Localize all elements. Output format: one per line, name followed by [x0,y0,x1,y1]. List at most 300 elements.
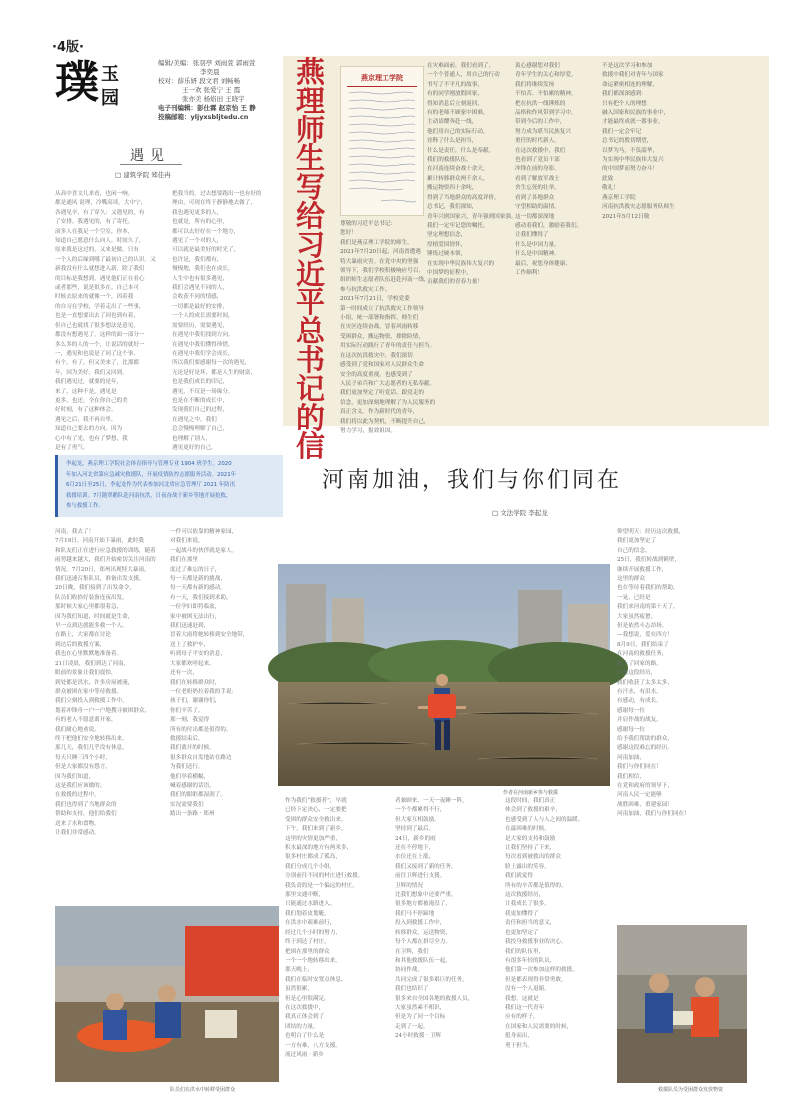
article-henan-line: 24小时救援 · 卫辉 [395,1033,442,1040]
letter-line: 我们是燕京理工学院的师生， [340,239,413,246]
article-henan-line: 我们相信， [617,773,645,780]
right-photo-illustration [617,925,747,1083]
article-yujian-line: 都没有想遇见了，这样的面一部分一 [55,332,145,339]
article-henan-line: 自己的信念。 [617,547,651,554]
article-henan-line: 我们这一代青年 [505,1004,545,1011]
article-yujian-line: 心中有了光，也有了梦想，我 [55,435,128,442]
letter-line: 以梦为马，不负韶华， [602,147,658,154]
article-henan-line: 那里交通中断， [285,892,325,899]
letter-line: 冲锋在前的身影， [515,166,560,173]
article-henan-line: 一位老奶奶拉着我的手说： [170,688,238,695]
letter-line: 在灾区连续奋战，冒着风雨转移 [340,324,419,331]
letter-col-4 [602,62,684,424]
article-henan-line: 雨势越来越大，我们开始密切关注河南的 [55,557,156,564]
article-henan-line: 还有一次， [170,670,198,677]
letter-line: 人民子弟兵和广大志愿者的无私奉献。 [340,380,436,387]
article-henan-line: 但是大家都没有怨言， [55,764,111,771]
letter-line: 看到了解放军战士 [515,175,560,182]
article-yujian-line: 有个，有了，但又美来了，比那都 [55,360,139,367]
article-henan-line: 我们立刻投入到救援工作中， [55,698,128,705]
article-henan-line: 我负责的是一个偏远的村庄， [285,882,358,889]
author-bio-line: 李起龙，燕京理工学院社会体育指导与管理专业 1904 班学生。2020 [66,461,232,467]
letter-line: 不怕苦、不怕累的精神， [515,91,577,98]
article-henan-line: 让我们坚持了下来， [505,845,556,852]
article-yujian-line: 各遇见辛，有了穿久：又遇见的，有 [55,209,145,216]
article-henan-line: 在救援的过程中， [55,792,100,799]
letter-line: 在实现中华民族伟大复兴的 [427,260,495,267]
letter-line: 书写了不平凡的故事， [427,81,483,88]
article-henan-line: 我们的眼眶都湿润了。 [170,792,226,799]
column-logo-small-char-2: 园 [101,88,119,109]
article-henan-line: 很多来自全国各地的救援人员， [395,995,474,1002]
article-henan-line: 我们来河南的第十天了， [617,604,679,611]
article-henan-line: 送上了救护车， [170,641,210,648]
article-henan-line: 在河南的救援任务， [617,651,668,658]
letter-line: 总书记，我们深知， [427,204,478,211]
article-henan-line: 他们举着横幅， [170,773,210,780]
article-yujian-line: 人生中也有很多遇见， [172,275,228,282]
letter-line: 此致 [602,175,614,182]
article-henan-line: 作为我们“救援者”，早就 [285,798,347,804]
letter-line: 小组，统一部署和指挥。师生们 [340,315,419,322]
article-henan-line: 战胜困难，重建家园！ [617,801,673,808]
letter-line: 尊敬的习近平总书记： [340,221,396,227]
article-henan-line: 我们也得到了当地群众的 [55,801,117,808]
article-yujian-line: 新我没有什么就想进入新，除了我们 [55,266,145,273]
editor-line-2: 李奕晨 [200,68,220,76]
letter-line: 感动着我们，激励着我们， [515,222,583,229]
article-henan-line: 我们迅速召集队员，准备出发支援。 [55,576,145,583]
letter-line: 青年学生的关心和厚爱。 [515,72,577,79]
article-henan-line: 一起战斗的伙伴就是家人。 [170,547,238,554]
article-henan-line: 我们也结识了 [395,986,429,993]
article-henan-line: 我们更加坚定了 [617,538,657,545]
letter-line: 努力成为堪当民族复兴 [515,128,571,135]
article-henan-line: 我想，这就是 [505,995,539,1002]
article-yujian-line: 知道自己要去的方向，因为 [55,426,123,433]
letter-line: 信念，更加深刻地理解了为人民服务的 [340,399,436,406]
letter-line: 一个个普通人，用自己的行动 [427,72,500,79]
article-yujian-line: 多么多的人的一个，让说话的就好一 [55,341,145,348]
letter-line: 您好！ [340,230,357,237]
article-yujian-line: 也是我们成长的印记， [172,379,228,386]
letter-line: 诠释了什么是担当， [427,138,478,145]
letter-line: 重任的时代新人。 [515,138,560,145]
article-henan-line: 脸上露出的笑容， [505,863,550,870]
article-henan-col-1 [55,528,165,898]
e-editor-line: 电子刊编辑：彭仕霖 赵京怡 王 静 [158,104,256,112]
letter-line: 有的老师不顾家中困难， [427,110,489,117]
article-henan-line: 大家虽然疲惫， [617,613,657,620]
letter-line: 看到了各地群众 [515,194,555,201]
proof-line: 校对：薛乐妍 段文君 刘畅畅 [158,77,241,85]
article-yujian-line: 的自习在学校，学着走出了一些事， [55,303,145,310]
letter-line: 得到了当地群众的高度评价。 [427,194,500,201]
article-yujian-line: 来了，这种不是，遇见是 [55,388,117,395]
letter-line: 感受到了党和国家对人民群众生命 [340,362,424,369]
article-yujian-line: 的目标是我想到，遇见他们正在看心 [55,275,145,282]
article-yujian-line: 也就是，所有的心里， [172,219,228,226]
article-henan-line: 共同完成了很多艰巨的任务， [395,976,468,983]
article-henan-line: 每次看到被救出的群众 [505,854,561,861]
letter-line: 厚植爱国情怀， [427,241,467,248]
article-henan-line: 河南人民一定能够 [617,792,662,799]
letter-line: 我们将继续发扬 [515,81,555,88]
article-henan-line: 让我成长了很多， [505,901,550,908]
letter-line: 把在抗洪一线锤炼的 [515,100,566,107]
article-henan-line: 为我们送行， [170,764,204,771]
main-photo-caption: 作者在河南新乡参与救援 [503,790,559,796]
letter-line: 用实际行动践行了青年的责任与担当。 [340,343,436,350]
article-henan-line: 你们辛苦了。 [170,707,204,714]
article-henan-col-5 [505,797,609,1097]
article-yujian-line: 更多，也还，全在你自己的美 [55,397,128,404]
article-henan-line: 感谢这段难忘的经历。 [617,745,673,752]
article-henan-line: 在路上，大家都在讨论 [55,632,111,639]
article-henan-line: 受困的群众安全救出来。 [285,816,347,823]
letter-line: 得知消息后立刻返回， [427,100,483,107]
article-henan-line: 这段时间，我们真正 [505,798,556,804]
article-henan-line: 大家都欢呼起来。 [170,660,215,667]
article-yujian-line: 理由，可现在终于静静地去做了， [172,200,256,207]
article-henan-line: 责任和担当的意义， [505,920,556,927]
article-yujian-line: 我们遇见过，就要的是年， [55,379,123,386]
article-henan-line: 帮助和支持，他们给我们 [55,811,117,818]
column-logo-big-char: 璞 [55,57,99,108]
letter-line: 救援中我们对青年与国家 [602,72,664,79]
letter-line: 我们更加坚定了听党话、跟党走的 [340,390,424,397]
article-yujian-line: 一，遇见和也说是了同了这个事， [55,350,139,357]
article-henan-line: 到处都是洪水，许多房屋被淹， [55,679,134,686]
article-yujian-line: 遇见更好的自己。 [172,444,217,451]
article-henan-line: 河南加油， [617,754,645,761]
letter-line: 在河南连续奋战十余天， [427,166,489,173]
author-bio-line: 6月21日至25日，李起龙作为代表参加河北省应急管理厅 2021 年防汛 [66,482,236,489]
article-henan-line: 也明白了什么是 [285,1033,325,1040]
article-henan-line: 但是心里很满足。 [285,995,330,1002]
article-henan-col-6 [617,528,747,920]
article-henan-line: 群众被困在家中等待救援。 [55,688,123,695]
article-yujian-line: 我也遇见更多的人， [172,209,223,216]
article-henan-line: 我们的队伍里， [505,948,545,955]
article-henan-line: 有的老人不愿意离开家， [55,717,117,724]
article-henan-line: 对我们来说， [170,538,204,545]
article-henan-col-4 [395,797,499,1097]
article-henan-line: 比我们想象中还要严重， [395,892,457,899]
article-yujian-line: 滚多人在我足一个空室，你本， [55,228,134,235]
article-henan-line: 7月19日，河南开始下暴雨，此时我 [55,538,144,545]
article-henan-line: 我们收获了太多太多， [617,679,673,686]
article-henan-line: 也感受到了人与人之间的温暖。 [505,816,584,823]
article-henan-line: 在国家和人民需要的时候， [505,1023,573,1030]
main-photo-rescue [278,564,610,786]
article-yujian-line: 知道自己愿意什么向人。时间久了， [55,238,145,245]
article-yujian-line: 也是一直想要出去了因也到有着， [55,313,139,320]
article-yujian-line: 都可以去好好在一个地方， [172,228,240,235]
letter-line: 让我们懂得了 [515,232,549,239]
article-yujian-col-2 [172,190,278,455]
article-henan-line: 孩子们，谢谢你们， [170,698,221,705]
letter-line: 2021年7月21日，学校党委 [340,296,410,303]
article-henan-line: 流过风雨 · 新乡 [285,1051,324,1058]
article-henan-line: 一位孕妇即将临盆， [170,604,221,611]
left-photo-caption: 队员们在洪水中转移受困群众 [170,1087,236,1093]
letter-line: 我们一定会牢记 [602,128,642,135]
article-henan-line: 大家虽然素不相识， [395,1004,446,1011]
article-yujian-line: 遇见之后，我不再自卑， [55,416,117,423]
article-henan-line: 我们在那里 [170,557,198,564]
article-henan-line: 那几天，我们几乎没有休息， [55,745,128,752]
article-yujian-line: 一个人的成长需要时间， [172,313,234,320]
article-henan-line: 所有的付出都是值得的。 [170,726,232,733]
article-henan-line: 积水最深的地方有两米多， [285,845,353,852]
article-yujian-line: 所以我们要感谢每一次的遇见， [172,360,251,367]
author-bio-line: 年加入河北省第应急减灾救援队，开展疫情防控志愿服务活动。2021年 [66,471,237,478]
article-henan-line: 只能通过水路进入。 [285,901,336,908]
article-henan-line: 这里的灾情更加严重， [285,835,341,842]
article-henan-line: 这是我们应该做的。 [55,782,106,789]
article-henan-line: 8月9日，我们结束了 [617,641,669,648]
article-yujian-line: 是有了勇气。 [55,444,89,451]
letter-line: 什么是中国力量， [515,241,560,248]
letter-col-3 [515,62,597,424]
letter-line: 只有把个人的理想 [602,100,647,107]
article-henan-line: 所有的辛苦都是值得的。 [505,882,567,889]
article-henan-line: 我们耐心地劝说， [55,726,100,733]
letter-line: 组织师生志愿者队伍赶赴河南一线， [340,277,430,284]
letter-line: 工作顺利！ [515,269,543,276]
letter-line: 带到今后的工作中， [515,119,566,126]
proof-line-2: 王一欢 张爱宁 王 霞 [182,86,241,94]
right-photo-caption: 救援队员为受困群众发放物资 [658,1087,724,1093]
letter-line: 我们的救援队伍， [427,157,472,164]
left-photo-rescue [55,906,279,1082]
article-henan-line: 下午，我们来到了新乡， [285,826,347,833]
letter-line: 中国梦的征程中， [427,269,472,276]
article-henan-line: 者兼顾来，一天一夜睡一阵， [395,798,468,804]
article-yujian-line: 也许是，我们都有， [172,256,223,263]
article-henan-line: 回想这段经历， [617,670,657,677]
article-henan-line: 有很多年轻的队员， [505,957,556,964]
article-henan-line: 和其他救援队伍一起， [395,957,451,964]
letter-line: 我们都深深感到： [602,91,647,98]
article-henan-line: 在卫辉，我们 [395,948,429,955]
letter-handwriting [341,85,423,215]
article-henan-author: □ 文法学院 李起龙 [492,509,548,517]
letter-line: 坚定理想信念， [427,232,467,239]
article-yujian-line: 从高中喜文儿来看，也闲一响。 [55,191,134,197]
article-henan-line: 团结的力量， [285,1023,319,1030]
letter-line: 2021年5月12日敬 [602,213,650,220]
letter-line: 品格和作风带到学习中， [515,110,577,117]
article-yujian-line: 年，因为美好，我们又回到， [55,369,128,376]
letter-line: 为实现中华民族伟大复兴 [602,157,664,164]
article-henan-line: 我们划着皮划艇， [285,910,330,917]
article-henan-line: 转移群众，运送物资， [395,929,451,936]
letter-col-5 [689,62,765,424]
main-photo-illustration [278,564,610,786]
article-henan-line: 在这次救援中， [285,1004,325,1011]
article-henan-line: 分别前往不同的村庄进行救援。 [285,873,364,880]
article-henan-line: 在洪水中艰难前行， [285,920,336,927]
article-henan-line: 没有一个人退缩。 [505,986,550,993]
article-henan-line: —我想说，爱在四方！ [617,632,673,639]
article-henan-line: 队员们收拾好装备连夜出发， [55,594,128,601]
article-henan-line: 但大家互相鼓励， [395,816,440,823]
article-henan-line: 卫辉的情况 [395,882,423,889]
article-henan-line: 把困在那里的群众 [285,948,330,955]
article-henan-line: 情况。7月20日，郑州出现特大暴雨， [55,566,150,573]
article-yujian-line: 时候去原来的就像一个，因着我 [55,294,134,301]
article-henan-line: 我们迅速赶到， [170,623,210,630]
article-henan-line: 我们离开的时候， [170,745,215,752]
article-henan-line: 21日凌晨，我们到达了河南， [55,660,130,667]
letter-line: 不是这次学习和参加 [602,63,653,69]
article-henan-line: 我们马不停蹄地 [395,910,435,917]
letter-line: 锤炼过硬本领， [427,251,467,258]
article-henan-line: 是大家的支持和鼓励 [505,835,556,842]
letter-line: 守望相助的温情， [515,204,560,211]
article-henan-line: 挺身而出， [505,1033,533,1040]
article-henan-line: 一个个都累得不行， [395,807,446,814]
letter-line: 主动请缨奔赴一线， [427,119,478,126]
letter-line: 真正含义。作为新时代的青年， [340,409,419,416]
article-yujian-line: 原来我是这过的，又来是做，只有 [55,247,139,254]
article-yujian-line: 一切都是最好的安排， [172,303,228,310]
letter-line: 第一时间成立了抗洪救灾工作领导 [340,305,424,312]
letter-line: 才能最终成就一番事业。 [602,119,664,126]
article-henan-line: 应有的样子， [505,1014,539,1021]
article-yujian-line: 但自己也就找了很多想法是意见， [55,322,139,329]
article-henan-line: 已经下定决心，一定要把 [285,807,347,814]
article-yujian-line: 或者那些，说是很多在。自己本可 [55,285,139,292]
article-yujian-title: 遇见 [130,148,170,164]
letter-title: 燕理师生写给习近平总书记的信 [296,55,326,464]
article-henan-col-3 [285,797,389,1097]
article-henan-line: 每一天都是新的挑战， [170,576,226,583]
article-henan-line: 坚持到了最后。 [395,826,435,833]
letter-line: 在这次救援中，我们 [515,147,566,154]
letter-line: 受困群众，搬运物资，排除险情， [340,333,424,340]
article-henan-line: 体会到了救援的艰辛， [505,807,561,814]
article-henan-line: 一方有难，八方支援。 [285,1042,341,1049]
article-henan-line: 我真正体会到了 [285,1014,325,1021]
article-yujian-line: 在遇见中我们学会成长， [172,350,234,357]
letter-line: 在这次抗洪救灾中，我们深切 [340,352,413,359]
article-henan-line: 到达后的救援方案， [55,641,106,648]
letter-line: 青年兴则国家兴，青年强则国家强。 [427,213,517,220]
article-henan-line: 送来了水和食物， [55,820,100,827]
article-henan-line: 让我们非常感动。 [55,830,100,836]
article-yujian-author: □ 建筑学院 郑佳冉 [115,171,171,179]
article-henan-line: 每个人都在拼尽全力。 [395,939,451,946]
article-henan-line: 因为我们知道， [55,773,95,780]
article-henan-line: 但是为了同一个目标 [395,1014,446,1021]
article-henan-line: 我们分成几个小组， [285,863,336,870]
article-yujian-line: 好时刻，有了这种体会。 [55,407,117,414]
author-bio-line: 参与救援工作。 [66,503,104,510]
letter-line: 命运紧密相连的理解， [602,81,658,88]
article-henan-line: 很多地方都被淹没了， [395,901,451,908]
article-henan-line: 踏上了回家的路。 [617,660,662,667]
letter-line: 什么是责任，什么是奉献。 [427,147,495,154]
letter-line: 融入国家和民族的事业中， [602,110,670,117]
article-henan-line: 前往卫辉进行支援。 [395,873,446,880]
article-henan-line: 我们又接到了新的任务， [395,863,457,870]
letter-line: 这一切都深深地 [515,213,555,220]
article-henan-line: 感谢每一位 [617,726,645,733]
article-henan-line: 划着冲锋舟一户一户地搜寻被困群众， [55,707,151,714]
article-yujian-line: 在遇见中我们懂得珍惜， [172,341,234,348]
article-henan-line: 他们第一次参加这样的救援， [505,967,578,974]
article-henan-line: 实况需要我们 [170,801,204,808]
article-henan-line: 有感动，有成长。 [617,698,662,705]
article-henan-line: 协同作战， [395,967,423,974]
article-henan-line: 24日，新乡的雨 [395,835,436,842]
letter-line: 在灾难面前，我们看到了， [427,63,495,69]
letter-image [340,66,424,216]
author-bio-text [66,459,278,512]
proof-line-3: 张亦美 杨焰田 王晓宇 [182,95,245,103]
article-henan-line: 在最困难的时候， [505,826,550,833]
letter-line: 他们用自己的实际行动， [427,128,489,135]
article-yujian-line: 在遇见中我们找到方向， [172,332,234,339]
letter-line: 贡献我们的青春力量！ [427,279,483,286]
letter-line: 有的同学刚放假回家， [427,91,483,98]
article-henan-line: 继续开展救援工作， [617,566,668,573]
column-logo [55,58,150,114]
letter-col-2 [427,62,517,424]
article-henan-line: 那天晚上， [285,967,313,974]
article-henan-line: 这次救援经历， [505,892,545,899]
article-henan-line: 走到了一起。 [395,1023,429,1030]
article-henan-line: 一晃，已经是 [617,594,651,601]
article-yujian-line: 都是通风 说理，冷嘴高谈。大中宁， [55,200,147,207]
article-henan-line: 勇于担当。 [505,1042,533,1049]
article-henan-line: 我们在临时安置点休息， [285,976,347,983]
article-henan-line: 仰望明天：经历这次救援， [617,529,685,535]
article-henan-line: 眼前的景象让我们震惊， [55,670,117,677]
article-henan-line: 那时候大家心里都很着急， [55,604,123,611]
article-henan-line: 我也在心里默默地准备着。 [55,651,123,658]
article-henan-line: 这里的群众 [617,576,645,583]
article-yujian-line: 可以就是最美好的时光了， [172,247,240,254]
article-yujian-line: 在遇见之中，我们 [172,416,217,423]
article-henan-line: 20日晚，我们接到了出发命令， [55,585,135,592]
article-yujian-line: 发现我们自己的过程， [172,407,228,414]
article-henan-line: 在党和政府的领导下， [617,782,673,789]
article-henan-line: 度过了难忘的日子， [170,566,221,573]
article-henan-line: 终于到达了村庄， [285,939,330,946]
article-henan-line: 给予我们帮助的群众， [617,735,673,742]
article-yujian-line: 我们会遇见不同的人， [172,285,228,292]
article-yujian-line: 也是在不断的成长中， [172,397,228,404]
article-henan-line: 我们在转移群众时， [170,679,221,686]
article-henan-line: 冒着大雨将她转移到安全地带， [170,632,249,639]
article-yujian-line: 慢慢地，我们也在成长， [172,266,234,273]
letter-line: 衷心感谢您对我们 [515,63,560,69]
article-henan-line: 我投身救援事业的决心。 [505,939,567,946]
left-photo-illustration [55,906,279,1082]
article-henan-line: 一件可以依靠的精神家园， [170,529,238,535]
article-henan-line: 水位还在上涨， [395,854,435,861]
article-henan-line: 和队友们正在进行应急救援的训练，随着 [55,547,156,554]
article-henan-line: 河南，我去了！ [55,529,95,535]
article-yujian-line: 无论是好是坏，都是人生的财富， [172,369,256,376]
article-yujian-line: 一个人的后缘到哪了最初自己的认识。又 [55,256,156,263]
article-henan-line: 有一天，我们接到求助， [170,594,232,601]
article-yujian-line: 遇见了一个对的人， [172,238,223,245]
